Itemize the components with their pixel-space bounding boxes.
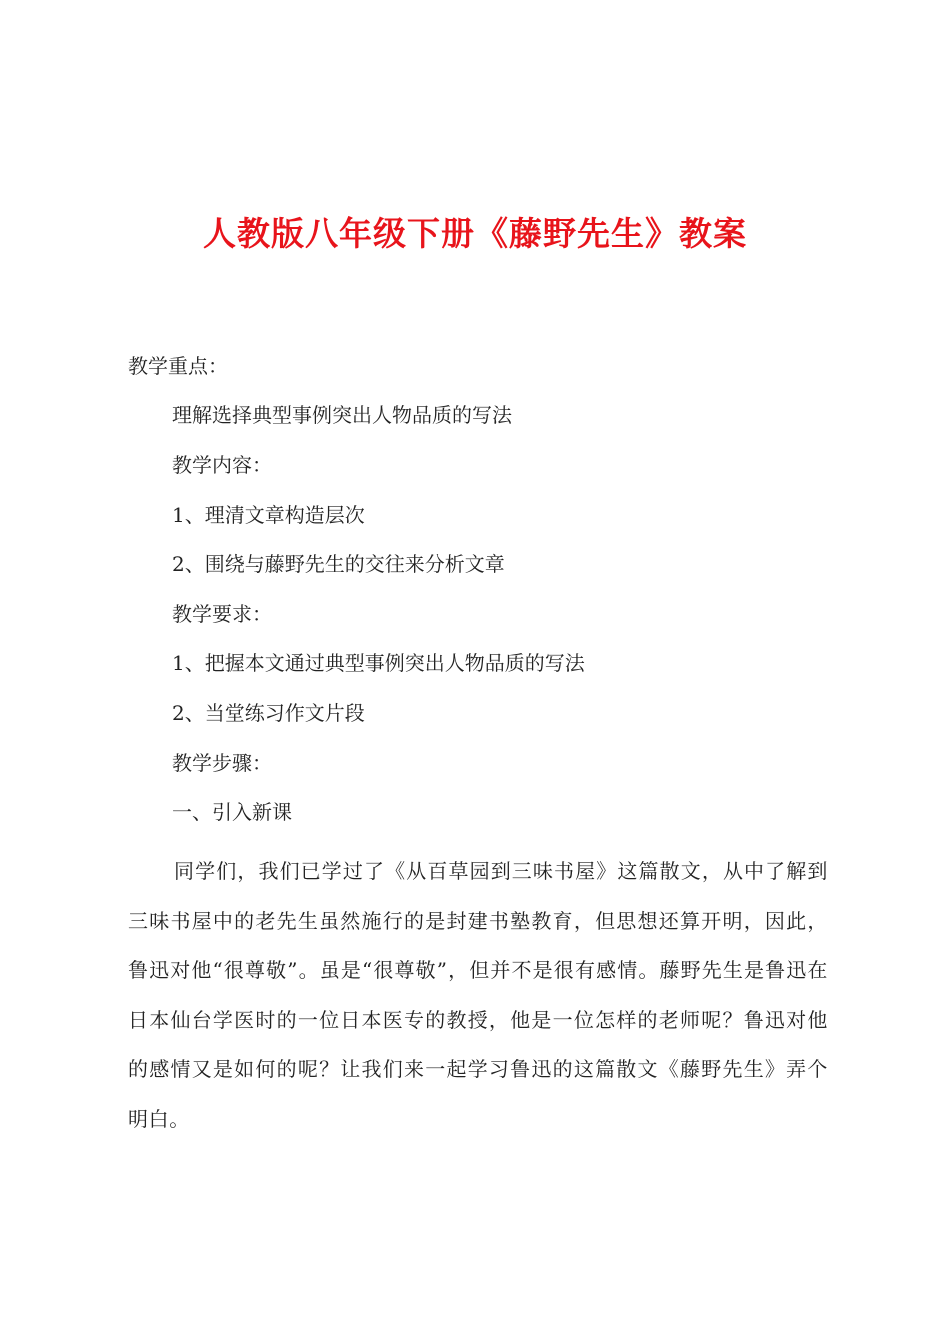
content-item-1: 1、理清文章构造层次 xyxy=(172,503,365,527)
key-point-text: 理解选择典型事例突出人物品质的写法 xyxy=(172,403,512,427)
step-heading-intro: 一、引入新课 xyxy=(172,800,292,824)
section-heading-steps: 教学步骤： xyxy=(172,751,272,775)
requirement-item-2: 2、当堂练习作文片段 xyxy=(172,701,365,725)
section-heading-key-points: 教学重点： xyxy=(128,354,228,378)
content-item-2: 2、围绕与藤野先生的交往来分析文章 xyxy=(172,552,505,576)
requirement-item-1: 1、把握本文通过典型事例突出人物品质的写法 xyxy=(172,651,585,675)
document-title: 人教版八年级下册《藤野先生》教案 xyxy=(203,214,747,253)
intro-paragraph: 同学们，我们已学过了《从百草园到三味书屋》这篇散文，从中了解到三味书屋中的老先生虽然施行的是封建书塾教育，但思想还算开明，因此，鲁迅对他“很尊敬”。虽是“很尊敬”，但并不是很有感情。藤野先生是鲁迅在日本仙台学医时的一位日本医专的教授，他是一位怎样的老师呢？鲁迅对他的感情又是如何的呢？让我们来一起学习鲁迅的这篇散文《藤野先生》弄个明白。 xyxy=(128,859,828,1131)
section-heading-requirements: 教学要求： xyxy=(172,602,272,626)
section-heading-content: 教学内容： xyxy=(172,453,272,477)
